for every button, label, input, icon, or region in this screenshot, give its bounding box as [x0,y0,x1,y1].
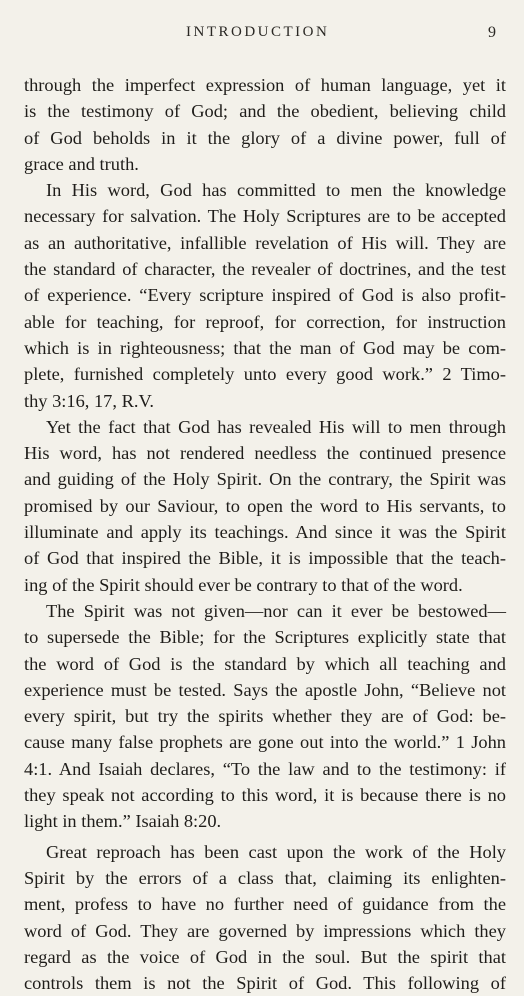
text-line: illuminate and apply its teachings. And since it was the Spirit [24,522,506,543]
text-line: to supersede the Bible; for the Scriptures explicitly state that [24,627,506,648]
text-line: His word, has not rendered needless the continued presence [24,443,506,464]
page-number: 9 [488,24,496,41]
text-line: Spirit by the errors of a class that, claiming its enlighten- [24,867,506,888]
text-line: which is in righteousness; that the man of God may be com- [24,337,506,358]
text-line: of God that inspired the Bible, it is impossible that the teach- [24,548,506,569]
text-line: ment, profess to have no further need of guidance from the [24,894,506,915]
paragraph [24,72,506,177]
text-line: necessary for salvation. The Holy Scriptures are to be accepted [24,206,506,227]
text-line: is the testimony of God; and the obedient, believing child [24,101,506,122]
text-line: experience must be tested. Says the apostle John, “Believe not [24,679,506,700]
text-line: word of God. They are governed by impressions which they [24,920,506,941]
text-line: and guiding of the Holy Spirit. On the contrary, the Spirit was [24,469,506,490]
paragraph [24,598,506,835]
paragraph [24,414,506,598]
paragraph [24,839,506,996]
text-line: ing of the Spirit should ever be contrary to that of the word. [24,574,463,595]
text-line: Great reproach has been cast upon the work of the Holy [46,841,506,862]
text-line: thy 3:16, 17, R.V. [24,390,154,411]
text-line: they speak not according to this word, it is because there is no [24,785,506,806]
body-text [24,72,506,996]
paragraph [24,177,506,414]
text-line: The Spirit was not given—nor can it ever be bestowed— [46,600,506,621]
text-line: the standard of character, the revealer of doctrines, and the test [24,259,506,280]
text-line: controls them is not the Spirit of God. This following of [24,973,506,994]
text-line: regard as the voice of God in the soul. But the spirit that [24,946,506,967]
text-line: promised by our Saviour, to open the word to His servants, to [24,495,506,516]
text-line: through the imperfect expression of human language, yet it [24,75,506,95]
text-line: 4:1. And Isaiah declares, “To the law and to the testimony: if [24,758,506,779]
text-line: every spirit, but try the spirits whether they are of God: be- [24,706,506,727]
text-line: Yet the fact that God has revealed His will to men through [46,416,506,437]
text-line: able for teaching, for reproof, for correction, for instruction [24,311,506,332]
running-head: INTRODUCTION [186,24,330,40]
text-line: plete, furnished completely unto every good work.” 2 Timo- [24,364,506,385]
text-line: light in them.” Isaiah 8:20. [24,811,222,832]
text-line: cause many false prophets are gone out into the world.” 1 John [24,732,506,753]
text-line: grace and truth. [24,153,139,174]
text-line: of experience. “Every scripture inspired of God is also profit- [24,285,506,306]
page-header [0,24,524,46]
text-line: as an authoritative, infallible revelation of His will. They are [24,232,506,253]
text-line: In His word, God has committed to men the knowledge [46,180,506,201]
text-line: of God beholds in it the glory of a divine power, full of [24,127,506,148]
text-line: the word of God is the standard by which all teaching and [24,653,506,674]
